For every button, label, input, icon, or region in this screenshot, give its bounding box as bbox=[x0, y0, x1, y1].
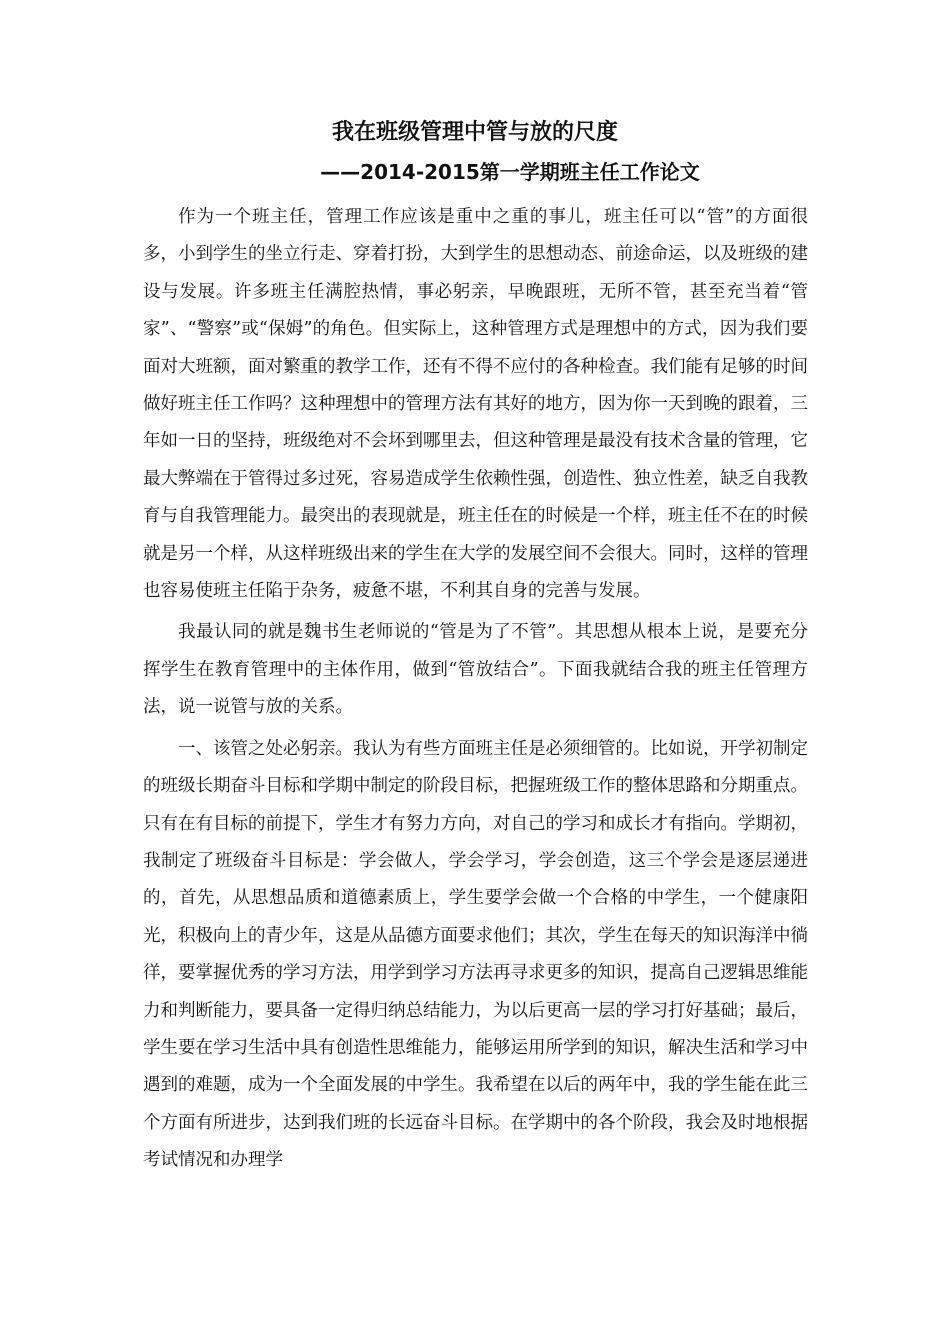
paragraph: 一、该管之处必躬亲。我认为有些方面班主任是必须细管的。比如说，开学初制定的班级长期奋斗目标和学期中制定的阶段目标，把握班级工作的整体思路和分期重点。只有在有目标的前提下，学生才有努力方向，对自己的学习和成长才有指向。学期初，我制定了班级奋斗目标是：学会做人，学会学习，学会创造，这三个学会是逐层递进的，首先，从思想品质和道德素质上，学生要学会做一个合格的中学生，一个健康阳光，积极向上的青少年，这是从品德方面要求他们；其次，学生在每天的知识海洋中徜徉，要掌握优秀的学习方法，用学到学习方法再寻求更多的知识，提高自己逻辑思维能力和判断能力，要具备一定得归纳总结能力，为以后更高一层的学习打好基础；最后，学生要在学习生活中具有创造性思维能力，能够运用所学到的知识，解决生活和学习中遇到的难题，成为一个全面发展的中学生。我希望在以后的两年中，我的学生能在此三个方面有所进步，达到我们班的长远奋斗目标。在学期中的各个阶段，我会及时地根据考试情况和办理学 bbox=[143, 738, 808, 1171]
paragraph: 作为一个班主任，管理工作应该是重中之重的事儿，班主任可以“管”的方面很多，小到学生的坐立行走、穿着打扮，大到学生的思想动态、前途命运，以及班级的建设与发展。许多班主任满腔热情，事必躬亲，早晚跟班，无所不管，甚至充当着“管家”、“警察”或“保姆”的角色。但实际上，这种管理方式是理想中的方式，因为我们要面对大班额，面对繁重的教学工作，还有不得不应付的各种检查。我们能有足够的时间做好班主任工作吗？这种理想中的管理方法有其好的地方，因为你一天到晚的跟着，三年如一日的坚持，班级绝对不会坏到哪里去，但这种管理是最没有技术含量的管理，它最大弊端在于管得过多过死，容易造成学生依赖性强，创造性、独立性差，缺乏自我教育与自我管理能力。最突出的表现就是，班主任在的时候是一个样，班主任不在的时候就是另一个样，从这样班级出来的学生在大学的发展空间不会很大。同时，这样的管理也容易使班主任陷于杂务，疲惫不堪，不利其自身的完善与发展。 bbox=[143, 207, 808, 602]
paragraph: 我最认同的就是魏书生老师说的“管是为了不管”。其思想从根本上说，是要充分挥学生在教育管理中的主体作用，做到“管放结合”。下面我就结合我的班主任管理方法，说一说管与放的关系。 bbox=[143, 622, 808, 718]
document-title: 我在班级管理中管与放的尺度 bbox=[331, 120, 618, 145]
document-body bbox=[143, 199, 808, 1184]
document-subtitle: ——2014-2015第一学期班主任工作论文 bbox=[320, 160, 700, 184]
